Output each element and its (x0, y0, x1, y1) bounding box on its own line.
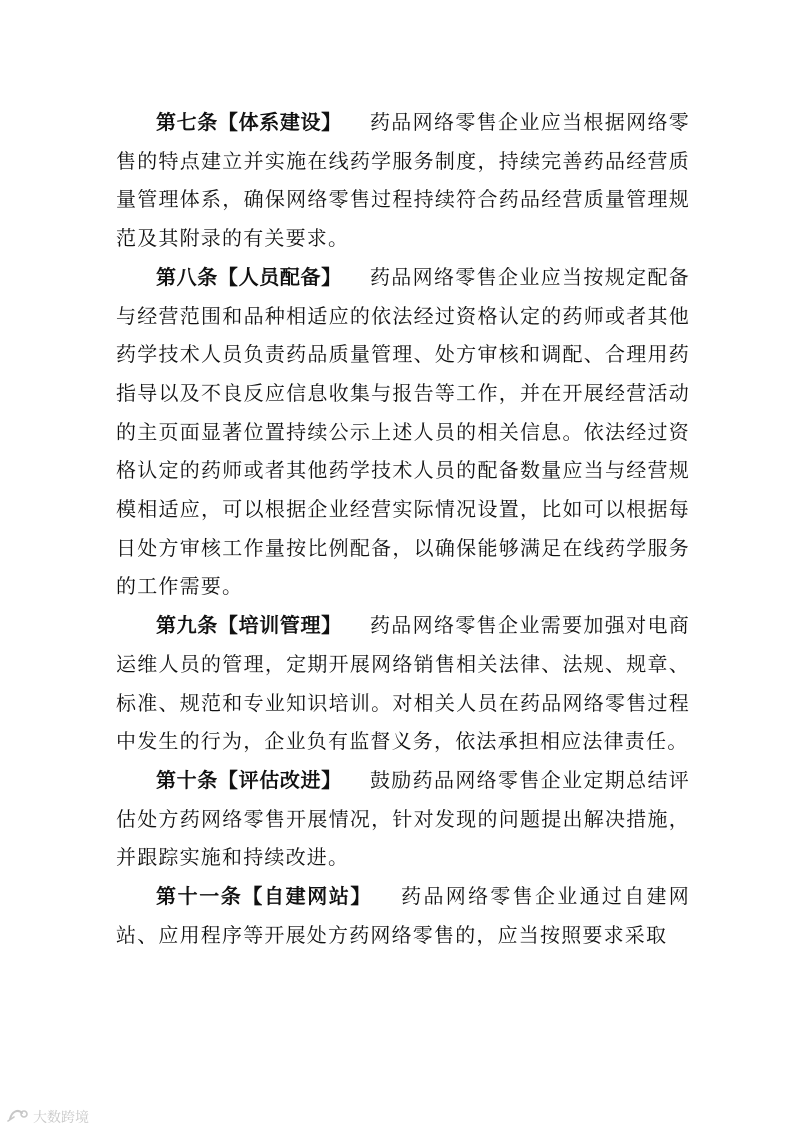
article-10-heading: 第十条【评估改进】 (156, 767, 342, 792)
watermark-text: 大数跨境 (33, 1110, 89, 1126)
article-10-body: 鼓励药品网络零售企业定期总结评估处方药网络零售开展情况，针对发现的问题提出解决措施，并跟踪实施和持续改进。 (116, 767, 690, 870)
article-7 (116, 103, 690, 258)
article-8-heading: 第八条【人员配备】 (156, 264, 342, 289)
article-11 (116, 877, 690, 954)
article-10 (116, 761, 690, 877)
article-11-heading: 第十一条【自建网站】 (156, 884, 373, 909)
document-content (116, 103, 690, 954)
article-8 (116, 258, 690, 606)
article-9-body: 药品网络零售企业需要加强对电商运维人员的管理，定期开展网络销售相关法律、法规、规章、标准、规范和专业知识培训。对相关人员在药品网络零售过程中发生的行为，企业负有监督义务，依法承担相应法律责任。 (116, 613, 690, 754)
brand-logo-icon (6, 1107, 30, 1127)
article-7-heading: 第七条【体系建设】 (156, 110, 342, 134)
article-9 (116, 606, 690, 761)
article-8-body: 药品网络零售企业应当按规定配备与经营范围和品种相适应的依法经过资格认定的药师或者其他药学技术人员负责药品质量管理、处方审核和调配、合理用药指导以及不良反应信息收集与报告等工作，并在开展经营活动的主页面显著位置持续公示上述人员的相关信息。依法经过资格认定的药师或者其他药学技术人员的配备数量应当与经营规模相适应，可以根据企业经营实际情况设置，比如可以根据每日处方审核工作量按比例配备，以确保能够满足在线药学服务的工作需要。 (116, 264, 690, 599)
article-11-body: 药品网络零售企业通过自建网站、应用程序等开展处方药网络零售的，应当按照要求采取 (116, 884, 690, 947)
watermark (6, 1107, 89, 1127)
article-9-heading: 第九条【培训管理】 (156, 613, 342, 638)
article-7-body: 药品网络零售企业应当根据网络零售的特点建立并实施在线药学服务制度，持续完善药品经营质量管理体系，确保网络零售过程持续符合药品经营质量管理规范及其附录的有关要求。 (116, 110, 690, 251)
